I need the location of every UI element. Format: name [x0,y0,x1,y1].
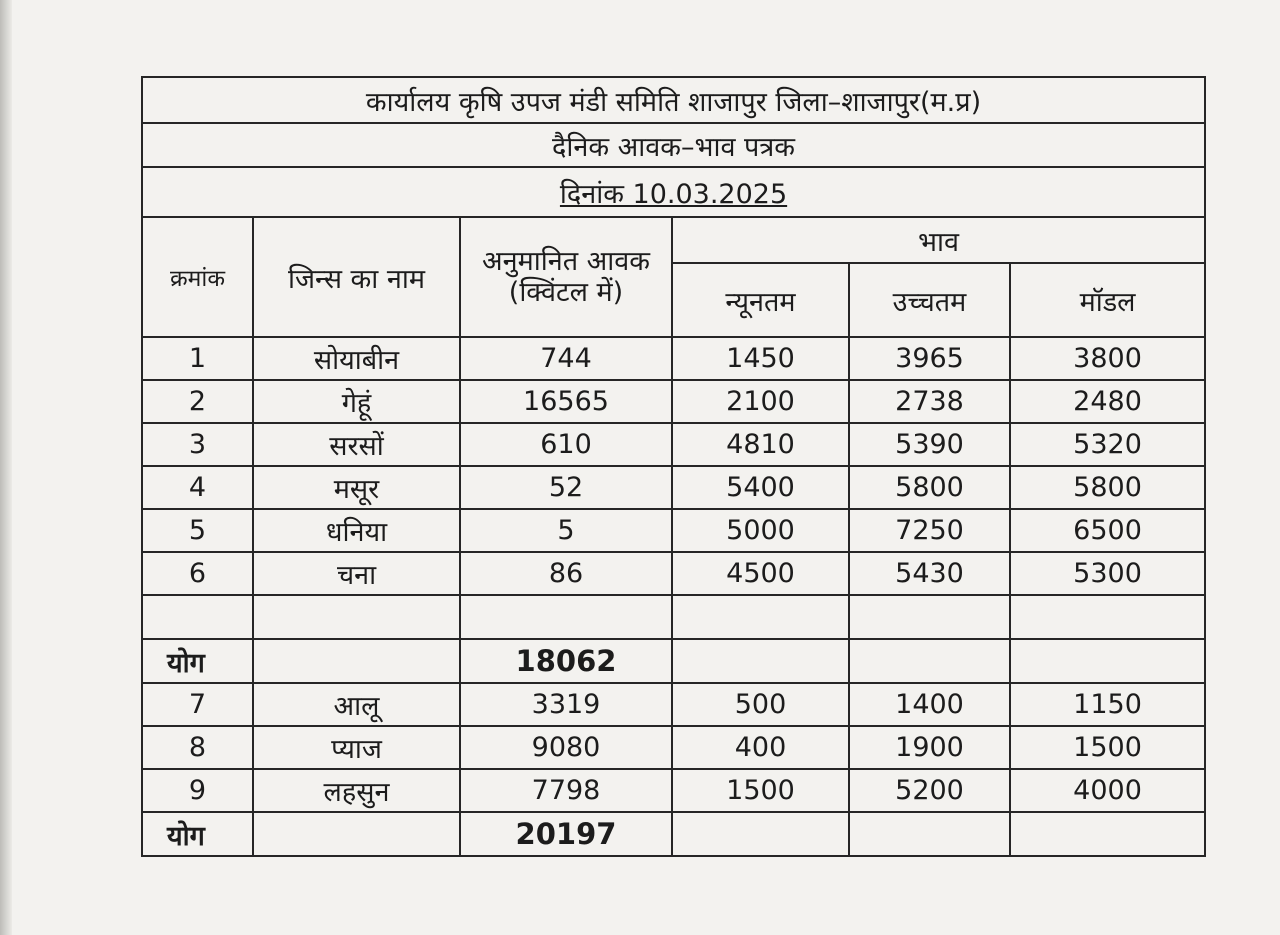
commodity-cell: सोयाबीन [253,337,460,380]
header-min: न्यूनतम [672,263,849,337]
empty-cell [1010,639,1205,683]
serial-cell: 5 [142,509,253,552]
empty-cell [460,595,672,639]
max-price-cell: 3965 [849,337,1010,380]
paper-edge [0,0,12,935]
empty-cell [142,595,253,639]
total-value: 18062 [460,639,672,683]
commodity-cell: चना [253,552,460,595]
arrival-cell: 744 [460,337,672,380]
empty-cell [849,639,1010,683]
max-price-cell: 5800 [849,466,1010,509]
header-arrival: अनुमानित आवक (क्विंटल में) [460,217,672,337]
max-price-cell: 7250 [849,509,1010,552]
total-label: योग [142,812,253,856]
arrival-cell: 3319 [460,683,672,726]
modal-price-cell: 1150 [1010,683,1205,726]
min-price-cell: 2100 [672,380,849,423]
min-price-cell: 1500 [672,769,849,812]
arrival-cell: 86 [460,552,672,595]
empty-cell [849,812,1010,856]
empty-cell [253,639,460,683]
serial-cell: 4 [142,466,253,509]
modal-price-cell: 3800 [1010,337,1205,380]
max-price-cell: 5390 [849,423,1010,466]
total-row [142,812,1205,856]
empty-cell [672,639,849,683]
report-date [142,167,1205,217]
modal-price-cell: 5300 [1010,552,1205,595]
min-price-cell: 500 [672,683,849,726]
max-price-cell: 1900 [849,726,1010,769]
serial-cell: 6 [142,552,253,595]
report-title: दैनिक आवक–भाव पत्रक [142,123,1205,167]
max-price-cell: 5430 [849,552,1010,595]
empty-cell [1010,595,1205,639]
min-price-cell: 5000 [672,509,849,552]
modal-price-cell: 5320 [1010,423,1205,466]
table-row [142,466,1205,509]
table-row [142,726,1205,769]
min-price-cell: 5400 [672,466,849,509]
empty-cell [1010,812,1205,856]
table-row [142,423,1205,466]
arrival-cell: 5 [460,509,672,552]
empty-cell [672,812,849,856]
empty-cell [253,812,460,856]
modal-price-cell: 4000 [1010,769,1205,812]
header-commodity: जिन्स का नाम [253,217,460,337]
header-serial: क्रमांक [142,217,253,337]
commodity-cell: गेहूं [253,380,460,423]
commodity-cell: मसूर [253,466,460,509]
total-row [142,639,1205,683]
table-row [142,380,1205,423]
commodity-cell: आलू [253,683,460,726]
table-row [142,769,1205,812]
total-label: योग [142,639,253,683]
arrival-cell: 16565 [460,380,672,423]
total-value: 20197 [460,812,672,856]
empty-cell [253,595,460,639]
modal-price-cell: 1500 [1010,726,1205,769]
arrival-cell: 9080 [460,726,672,769]
max-price-cell: 2738 [849,380,1010,423]
serial-cell: 8 [142,726,253,769]
min-price-cell: 400 [672,726,849,769]
serial-cell: 7 [142,683,253,726]
commodity-cell: धनिया [253,509,460,552]
modal-price-cell: 2480 [1010,380,1205,423]
min-price-cell: 1450 [672,337,849,380]
table-row [142,509,1205,552]
serial-cell: 3 [142,423,253,466]
header-modal: मॉडल [1010,263,1205,337]
max-price-cell: 5200 [849,769,1010,812]
arrival-price-table [141,76,1206,857]
blank-row [142,595,1205,639]
serial-cell: 2 [142,380,253,423]
arrival-cell: 7798 [460,769,672,812]
min-price-cell: 4810 [672,423,849,466]
table-row [142,552,1205,595]
table-row [142,683,1205,726]
empty-cell [672,595,849,639]
commodity-cell: लहसुन [253,769,460,812]
serial-cell: 9 [142,769,253,812]
modal-price-cell: 5800 [1010,466,1205,509]
min-price-cell: 4500 [672,552,849,595]
header-price-group: भाव [672,217,1205,263]
empty-cell [849,595,1010,639]
commodity-cell: सरसों [253,423,460,466]
date-text: दिनांक 10.03.2025 [559,178,788,210]
arrival-cell: 610 [460,423,672,466]
arrival-cell: 52 [460,466,672,509]
table-row [142,337,1205,380]
serial-cell: 1 [142,337,253,380]
price-sheet [141,76,1204,857]
header-max: उच्चतम [849,263,1010,337]
modal-price-cell: 6500 [1010,509,1205,552]
max-price-cell: 1400 [849,683,1010,726]
commodity-cell: प्याज [253,726,460,769]
office-title: कार्यालय कृषि उपज मंडी समिति शाजापुर जिला–शाजापुर(म.प्र) [142,77,1205,123]
